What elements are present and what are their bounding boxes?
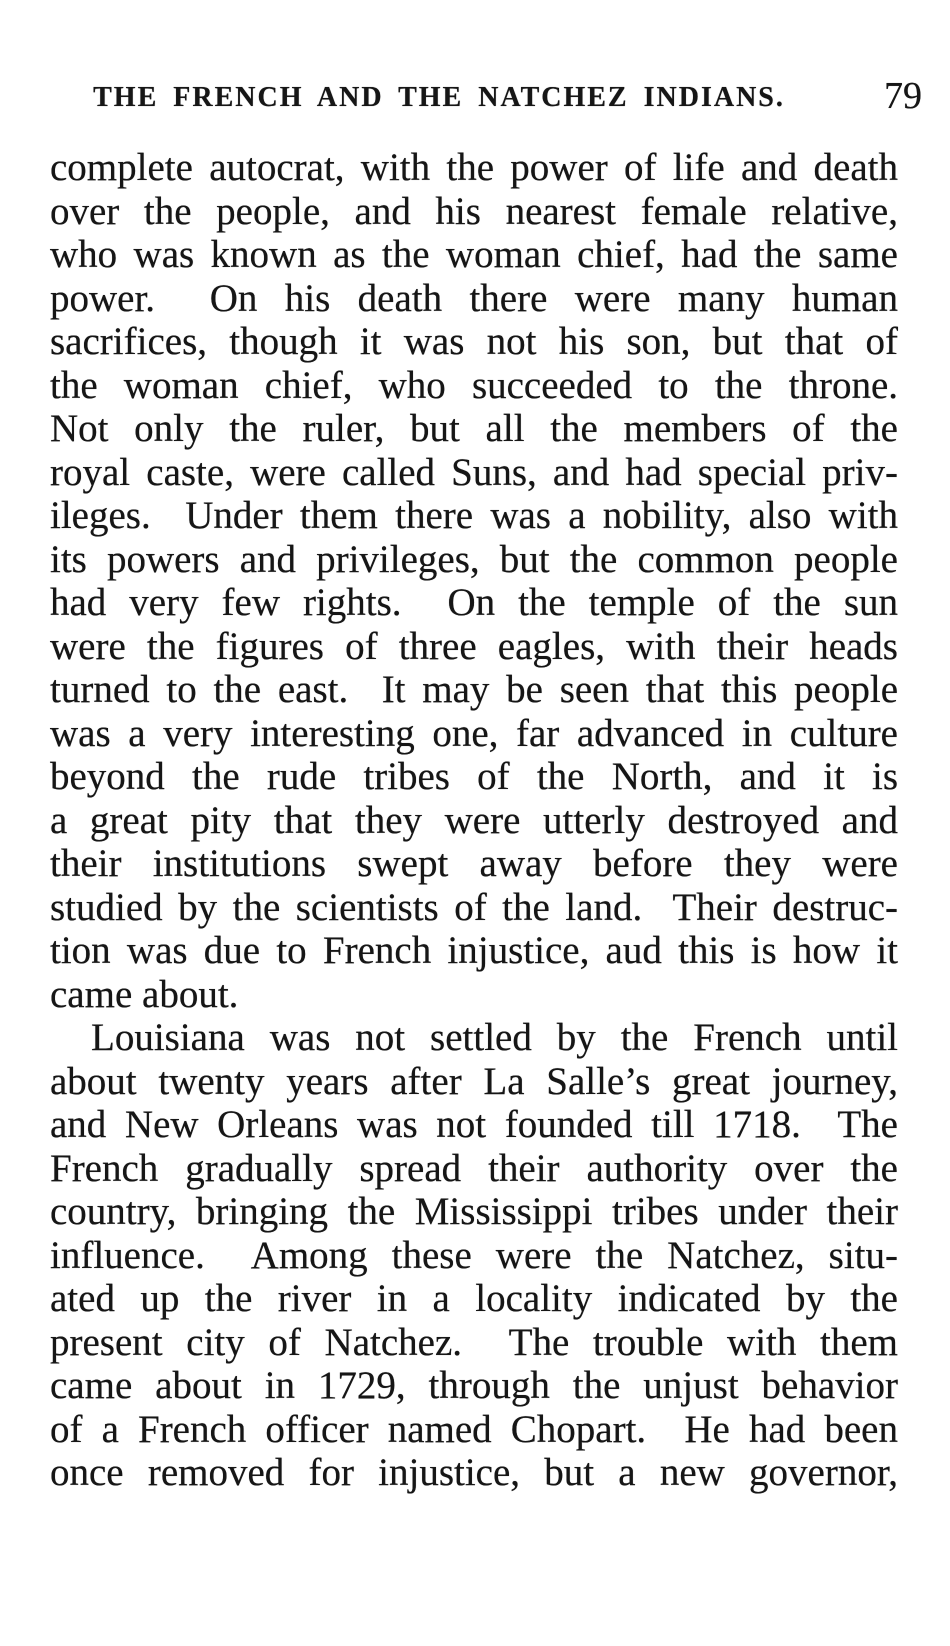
text-line: studied by the scientists of the land. Their destruc-: [50, 885, 898, 929]
text-line: tion was due to French injustice, aud this is how it: [50, 929, 898, 972]
text-line: present city of Natchez. The trouble with them: [50, 1320, 898, 1364]
text-line: Not only the ruler, but all the members of the: [50, 407, 898, 450]
text-line: once removed for injustice, but a new governor,: [50, 1451, 898, 1494]
text-line: came about in 1729, through the unjust behavior: [50, 1364, 898, 1407]
text-line: who was known as the woman chief, had the same: [50, 233, 898, 276]
text-line: over the people, and his nearest female relative,: [50, 189, 898, 233]
text-line: had very few rights. On the temple of the sun: [50, 581, 898, 624]
text-line: sacrifices, though it was not his son, but that of: [50, 320, 898, 363]
text-line: turned to the east. It may be seen that this people: [50, 668, 898, 711]
text-line: influence. Among these were the Natchez, situ-: [50, 1233, 898, 1277]
text-line: and New Orleans was not founded till 1718. The: [50, 1103, 898, 1146]
text-line: its powers and privileges, but the common people: [50, 537, 898, 581]
text-line: beyond the rude tribes of the North, and it is: [50, 755, 898, 798]
text-line: was a very interesting one, far advanced in culture: [50, 711, 898, 755]
running-title: THE FRENCH AND THE NATCHEZ INDIANS.: [93, 82, 785, 113]
text-line: power. On his death there were many human: [50, 276, 898, 320]
text-line: complete autocrat, with the power of life and death: [50, 146, 898, 189]
page-header: [50, 75, 922, 117]
text-line: ated up the river in a locality indicated by the: [50, 1277, 898, 1320]
text-line: about twenty years after La Salle’s great journey,: [50, 1059, 898, 1103]
text-line: a great pity that they were utterly destroyed and: [50, 798, 898, 842]
body-text: [50, 146, 898, 1495]
text-line: royal caste, were called Suns, and had special priv-: [50, 450, 898, 494]
text-line: their institutions swept away before they were: [50, 842, 898, 885]
text-line: country, bringing the Mississippi tribes under their: [50, 1190, 898, 1233]
text-line: French gradually spread their authority over the: [50, 1146, 898, 1190]
text-line: ileges. Under them there was a nobility, also with: [50, 494, 898, 537]
text-line: came about.: [50, 972, 239, 1016]
text-line: Louisiana was not settled by the French until: [91, 1016, 898, 1059]
text-line: were the figures of three eagles, with their heads: [50, 624, 898, 668]
page-number: 79: [884, 75, 922, 117]
text-line: of a French officer named Chopart. He had been: [50, 1407, 898, 1451]
text-line: the woman chief, who succeeded to the throne.: [50, 363, 898, 407]
